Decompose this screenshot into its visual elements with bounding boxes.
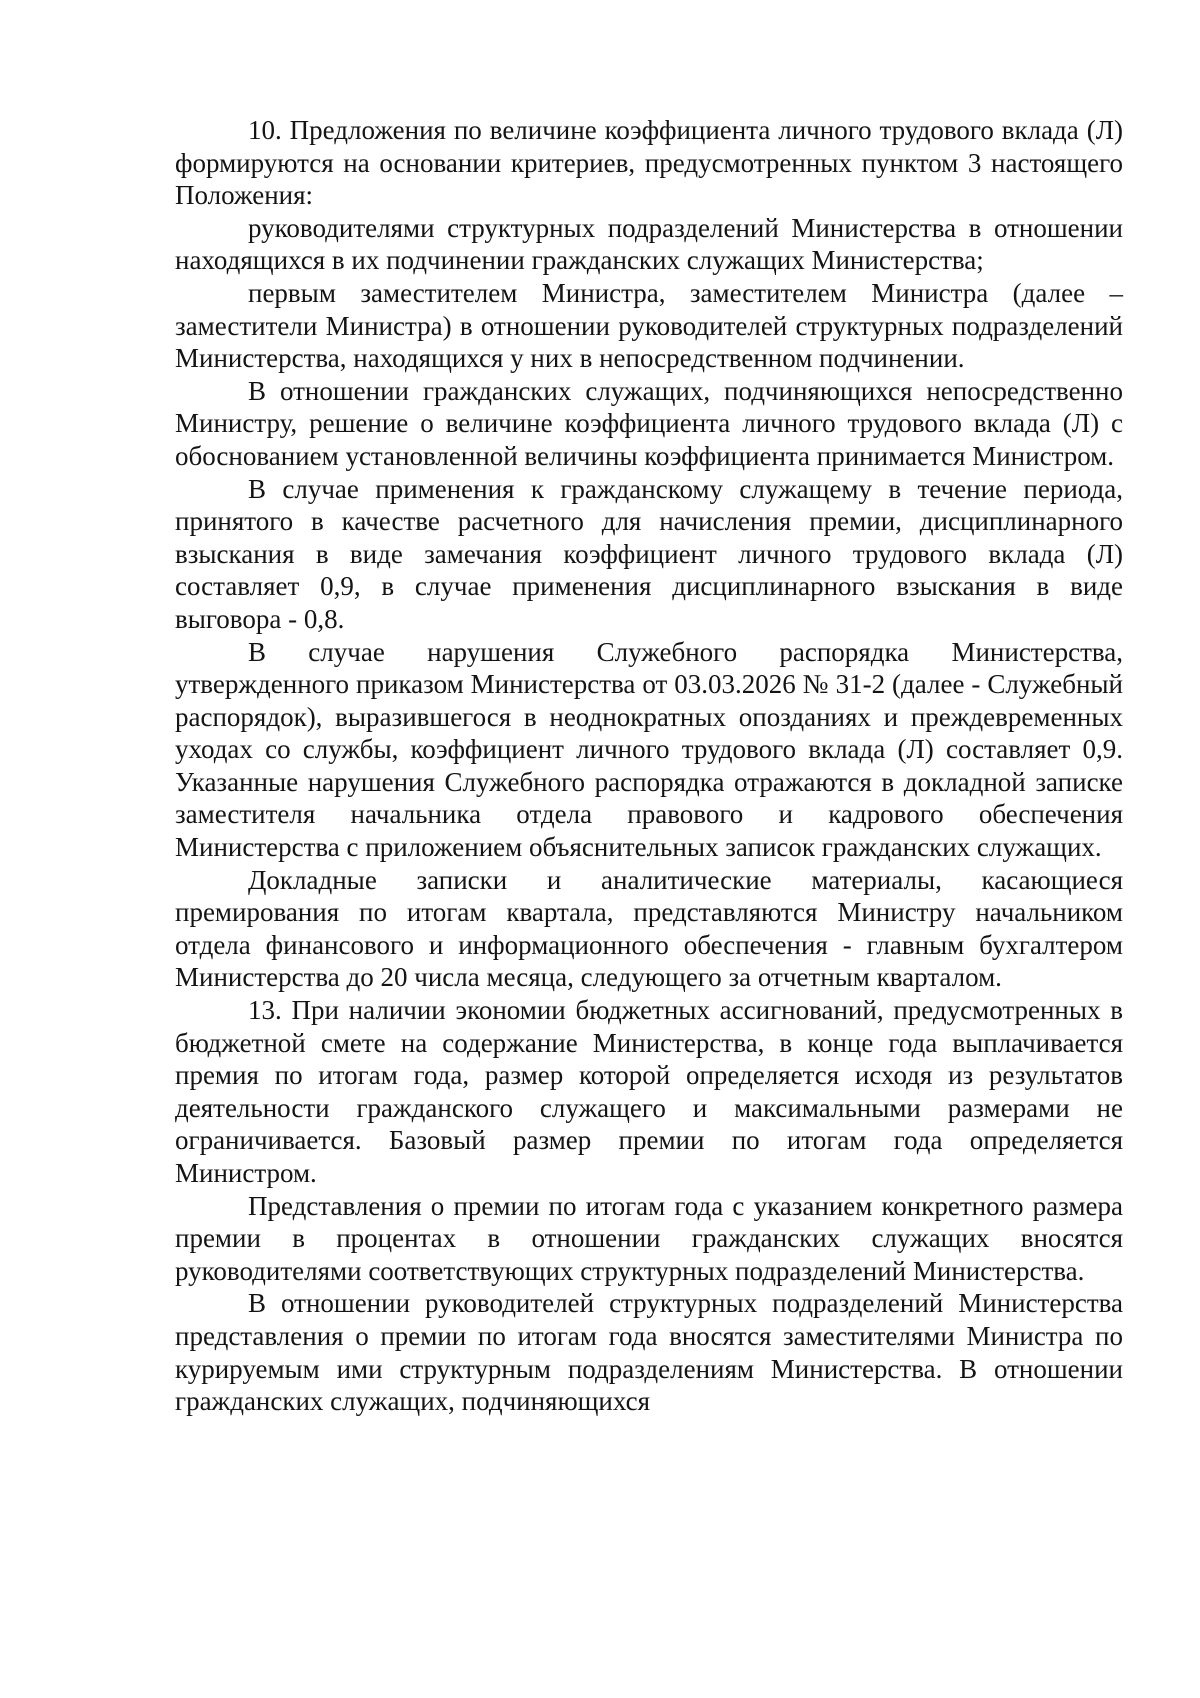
paragraph-memos-quarterly: Докладные записки и аналитические материалы, касающиеся премирования по итогам квартала, представляются Министру начальником отдела финансового и информационного обеспечения - главным бухгалтером Министерства до 20 числа месяца, следующего за отчетным кварталом.	[175, 864, 1123, 993]
paragraph-deputy-ministers: первым заместителем Министра, заместителем Министра (далее – заместители Министра) в отношении руководителей структурных подразделений Министерства, находящихся у них в непосредственном подчинении.	[175, 277, 1123, 374]
paragraph-heads-of-divisions: руководителями структурных подразделений Министерства в отношении находящихся в их подчинении гражданских служащих Министерства;	[175, 212, 1123, 276]
paragraph-direct-subordinates: В отношении гражданских служащих, подчиняющихся непосредственно Министру, решение о величине коэффициента личного трудового вклада (Л) с обоснованием установленной величины коэффициента принимается Министром.	[175, 375, 1123, 471]
paragraph-annual-bonus-submissions: Представления о премии по итогам года с указанием конкретного размера премии в процентах в отношении гражданских служащих вносятся руководителями соответствующих структурных подразделений Министерства.	[175, 1190, 1123, 1286]
paragraph-13-annual-bonus: 13. При наличии экономии бюджетных ассигнований, предусмотренных в бюджетной смете на содержание Министерства, в конце года выплачивается премия по итогам года, размер которой определяется исходя из результатов деятельности гражданского служащего и максимальными размерами не ограничивается. Базовый размер премии по итогам года определяется Министром.	[175, 995, 1123, 1188]
document-body	[175, 114, 1123, 1418]
paragraph-disciplinary-penalty: В случае применения к гражданскому служащему в течение периода, принятого в качестве расчетного для начисления премии, дисциплинарного взыскания в виде замечания коэффициент личного трудового вклада (Л) составляет 0,9, в случае применения дисциплинарного взыскания в виде выговора - 0,8.	[175, 473, 1123, 634]
paragraph-heads-annual-bonus: В отношении руководителей структурных подразделений Министерства представления о премии по итогам года вносятся заместителями Министра по курируемым ими структурным подразделениям Министерства. В отношении гражданских служащих, подчиняющихся	[175, 1288, 1123, 1417]
paragraph-service-schedule-violation: В случае нарушения Служебного распорядка Министерства, утвержденного приказом Министерства от 03.03.2026 № 31-2 (далее - Служебный распорядок), выразившегося в неоднократных опозданиях и преждевременных уходах со службы, коэффициент личного трудового вклада (Л) составляет 0,9. Указанные нарушения Служебного распорядка отражаются в докладной записке заместителя начальника отдела правового и кадрового обеспечения Министерства с приложением объяснительных записок гражданских служащих.	[175, 636, 1123, 863]
paragraph-10-proposals: 10. Предложения по величине коэффициента личного трудового вклада (Л) формируются на основании критериев, предусмотренных пунктом 3 настоящего Положения:	[175, 115, 1123, 211]
